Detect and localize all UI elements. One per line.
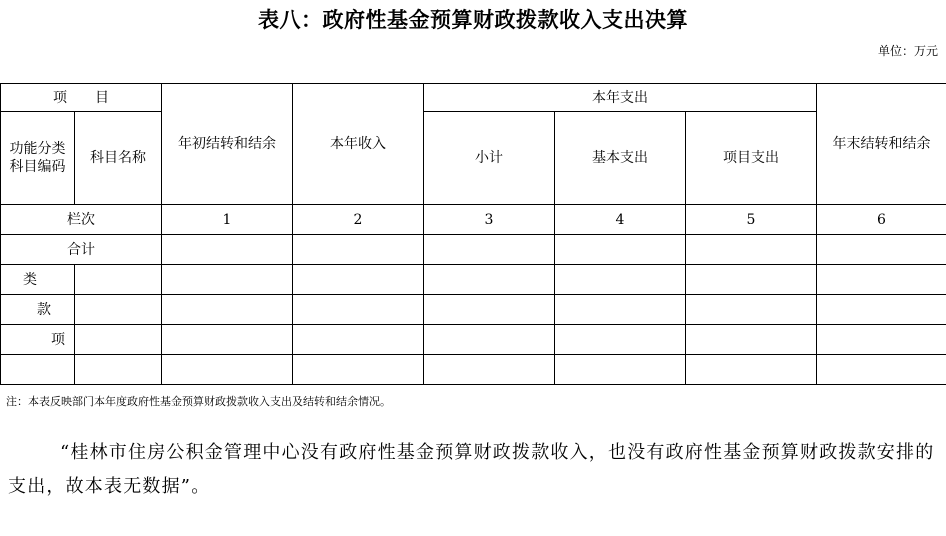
empty-cell (293, 355, 424, 385)
empty-cell (686, 325, 817, 355)
empty-cell (686, 355, 817, 385)
column-number: 2 (293, 205, 424, 235)
empty-cell (162, 295, 293, 325)
class-row (1, 265, 946, 295)
section-row (1, 295, 946, 325)
section-label: 款 (1, 295, 75, 325)
header-subject-name: 科目名称 (75, 112, 162, 205)
empty-cell (162, 355, 293, 385)
header-function-code: 功能分类科目编码 (1, 112, 75, 205)
empty-cell (555, 355, 686, 385)
empty-cell (293, 235, 424, 265)
budget-table (0, 83, 946, 385)
empty-cell (686, 235, 817, 265)
empty-cell (293, 295, 424, 325)
header-project-expense: 项目支出 (686, 112, 817, 205)
blank-row (1, 355, 946, 385)
header-closing-balance: 年末结转和结余 (817, 84, 946, 205)
header-row-2 (1, 112, 946, 205)
empty-cell (424, 265, 555, 295)
header-income: 本年收入 (293, 84, 424, 205)
empty-cell (293, 265, 424, 295)
empty-cell (75, 325, 162, 355)
column-number-row (1, 205, 946, 235)
column-number: 1 (162, 205, 293, 235)
empty-cell (162, 325, 293, 355)
empty-cell (1, 355, 75, 385)
empty-cell (424, 325, 555, 355)
empty-cell (75, 295, 162, 325)
empty-cell (162, 265, 293, 295)
empty-cell (424, 295, 555, 325)
column-number: 5 (686, 205, 817, 235)
column-number: 4 (555, 205, 686, 235)
empty-cell (817, 295, 946, 325)
empty-cell (162, 235, 293, 265)
empty-cell (75, 265, 162, 295)
empty-cell (817, 265, 946, 295)
empty-cell (424, 235, 555, 265)
total-label: 合计 (1, 235, 162, 265)
empty-cell (555, 235, 686, 265)
empty-cell (75, 355, 162, 385)
empty-cell (817, 325, 946, 355)
header-opening-balance: 年初结转和结余 (162, 84, 293, 205)
empty-cell (555, 325, 686, 355)
header-expense-group: 本年支出 (424, 84, 817, 112)
unit-label: 单位：万元 (877, 44, 938, 58)
no-data-statement: “桂林市住房公积金管理中心没有政府性基金预算财政拨款收入，也没有政府性基金预算财政拨款安排的支出，故本表无数据”。 (8, 442, 935, 497)
column-number-label: 栏次 (1, 205, 162, 235)
empty-cell (817, 355, 946, 385)
class-label: 类 (1, 265, 75, 295)
total-row (1, 235, 946, 265)
table-note: 注：本表反映部门本年度政府性基金预算财政拨款收入支出及结转和结余情况。 (6, 395, 391, 408)
empty-cell (686, 265, 817, 295)
column-number: 6 (817, 205, 946, 235)
header-item: 项 目 (1, 84, 162, 112)
header-basic-expense: 基本支出 (555, 112, 686, 205)
column-number: 3 (424, 205, 555, 235)
empty-cell (424, 355, 555, 385)
item-row (1, 325, 946, 355)
empty-cell (293, 325, 424, 355)
header-row-1 (1, 84, 946, 112)
header-subtotal: 小计 (424, 112, 555, 205)
report-title: 表八：政府性基金预算财政拨款收入支出决算 (258, 8, 688, 32)
empty-cell (686, 295, 817, 325)
empty-cell (817, 235, 946, 265)
empty-cell (555, 265, 686, 295)
empty-cell (555, 295, 686, 325)
item-label: 项 (1, 325, 75, 355)
